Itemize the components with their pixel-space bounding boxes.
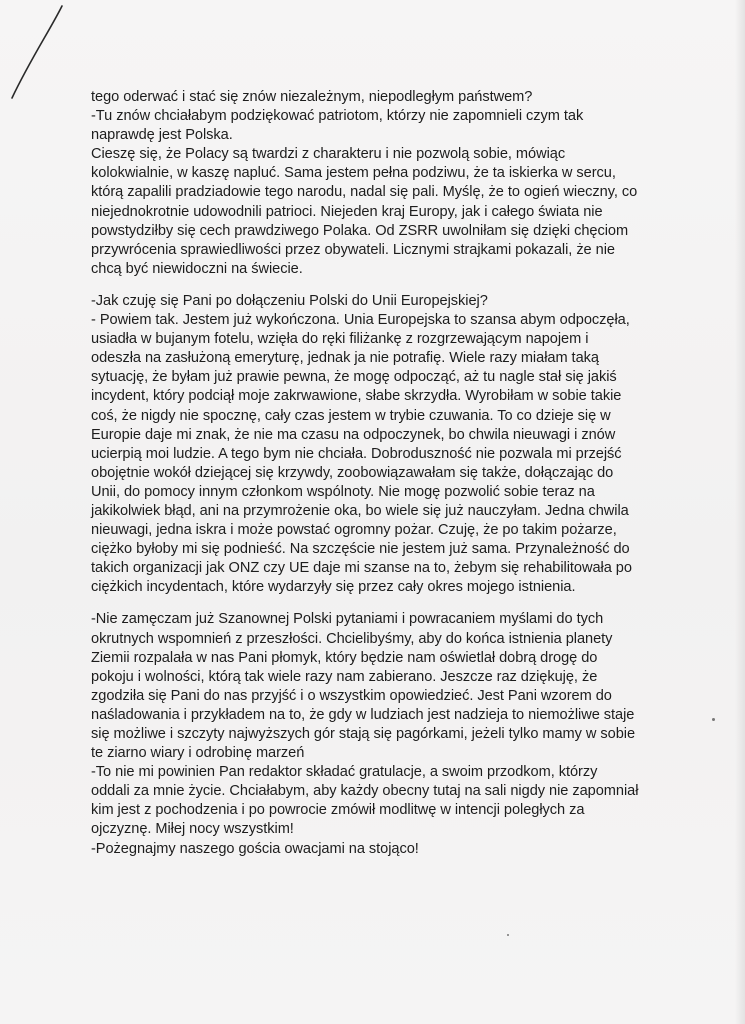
text-line: pokoju i wolności, którą tak wiele razy nam zabierano. Jeszcze raz dziękuję, że — [91, 668, 598, 685]
paragraph — [91, 610, 691, 858]
paragraph — [91, 292, 691, 598]
text-line: naśladowania i przykładem na to, że gdy w ludziach jest nadzieja to niemożliwe staje — [91, 706, 635, 723]
text-line: którą zapalili pradziadowie tego narodu, nadal się pali. Myślę, że to ogień wieczny, co — [91, 184, 638, 201]
text-line: incydent, który podciął moje zakrwawione, słabe skrzydła. Wyrobiłam w sobie takie — [91, 388, 622, 405]
text-line: niejednokrotnie udowodnili patrioci. Niejeden kraj Europy, jak i całego świata nie — [91, 203, 603, 220]
document-body — [91, 88, 691, 859]
text-line: tego oderwać i stać się znów niezależnym, niepodległym państwem? — [91, 89, 533, 105]
text-line: Ziemii rozpalała w nas Pani płomyk, który będzie nam oświetlał dobrą drogę do — [91, 649, 598, 666]
text-line: okrutnych wspomnień z przeszłości. Chcielibyśmy, aby do końca istnienia planety — [91, 630, 613, 647]
paragraph — [91, 88, 691, 279]
text-line: usiadła w bujanym fotelu, wzięła do ręki filiżankę z rozgrzewającym napojem i — [91, 331, 589, 348]
text-line: jakikolwiek błąd, ani na przymrożenie oka, bo wiele się już nauczyłam. Jedna chwila — [91, 502, 629, 519]
text-line: ojczyznę. Miłej nocy wszystkim! — [91, 821, 294, 838]
text-line: Europie daje mi znak, że nie ma czasu na odpoczynek, bo chwila nieuwagi i znów — [91, 426, 616, 443]
text-line: ciężkich incydentach, które wydarzyły się przez cały okres mojego istnienia. — [91, 579, 576, 596]
text-line: się możliwe i szczyty najwyższych gór stają się pagórkami, jeżeli tylko mamy w sobie — [91, 726, 636, 742]
scan-edge-shadow — [735, 0, 745, 1024]
text-line: sytuację, że byłam już prawie pewna, że mogę odpocząć, aż tu nagle stał się jakiś — [91, 369, 617, 386]
text-line: kim jest z pochodzenia i po powrocie zmówił modlitwę w intencji poległych za — [91, 802, 585, 819]
text-line: naprawdę jest Polska. — [91, 127, 233, 144]
text-line: coś, że nigdy nie spocznę, cały czas jestem w trybie czuwania. To co dzieje się w — [91, 407, 611, 424]
text-line: -Jak czuję się Pani po dołączeniu Polski do Unii Europejskiej? — [91, 292, 488, 309]
text-line: -To nie mi powinien Pan redaktor składać gratulacje, a swoim przodkom, którzy — [91, 764, 598, 781]
text-line: nieuwagi, jedna iskra i może powstać ogromny pożar. Czuję, że po takim pożarze, — [91, 522, 617, 539]
text-line: -Nie zamęczam już Szanownej Polski pytaniami i powracaniem myślami do tych — [91, 611, 604, 628]
text-line: obojętnie wokół dziejącej się krzywdy, zoobowiązawałam się także, dołączając do — [91, 464, 614, 481]
text-line: te ziarno wiary i odrobinę marzeń — [91, 745, 305, 762]
paragraph-gap — [91, 279, 691, 292]
scan-speck — [507, 934, 509, 936]
text-line: przywrócenia sprawiedliwości przez obywateli. Licznymi strajkami pokazali, że nie — [91, 241, 615, 258]
text-line: ucierpią moi ludzie. A tego bym nie chciała. Dobroduszność nie pozwala mi przejść — [91, 445, 622, 462]
text-line: ciężko byłoby mi się podnieść. Na szczęście nie jestem już sama. Przynależność do — [91, 541, 630, 558]
text-line: chcą być niewidoczni na świecie. — [91, 260, 303, 277]
text-line: Cieszę się, że Polacy są twardzi z charakteru i nie pozwolą sobie, mówiąc — [91, 146, 566, 163]
text-line: oddali za mnie życie. Chciałabym, aby każdy obecny tutaj na sali nigdy nie zapomniał — [91, 783, 639, 800]
text-line: powstydziłby się cech prawdziwego Polaka. Od ZSRR uwolniłam się dzięki chęciom — [91, 222, 629, 239]
text-line: takich organizacji jak ONZ czy UE daje mi szanse na to, żebym się rehabilitowała po — [91, 560, 632, 577]
text-line: kolokwialnie, w kaszę napluć. Sama jestem pełna podziwu, że ta iskierka w sercu, — [91, 165, 616, 182]
text-line: zgodziła się Pani do nas przyjść i o wszystkim opowiedzieć. Jest Pani wzorem do — [91, 687, 612, 704]
paragraph-gap — [91, 597, 691, 610]
scan-speck — [712, 718, 715, 721]
text-line: -Pożegnajmy naszego gościa owacjami na stojąco! — [91, 840, 419, 857]
text-line: - Powiem tak. Jestem już wykończona. Unia Europejska to szansa abym odpoczęła, — [91, 312, 630, 329]
text-line: odeszła na zasłużoną emeryturę, jednak ja nie potrafię. Wiele razy miałam taką — [91, 350, 599, 367]
text-line: -Tu znów chciałabym podziękować patriotom, którzy nie zapomnieli czym tak — [91, 108, 584, 125]
text-line: Unii, do pomocy innym członkom wspólnoty. Nie mogę pozwolić sobie teraz na — [91, 483, 595, 500]
